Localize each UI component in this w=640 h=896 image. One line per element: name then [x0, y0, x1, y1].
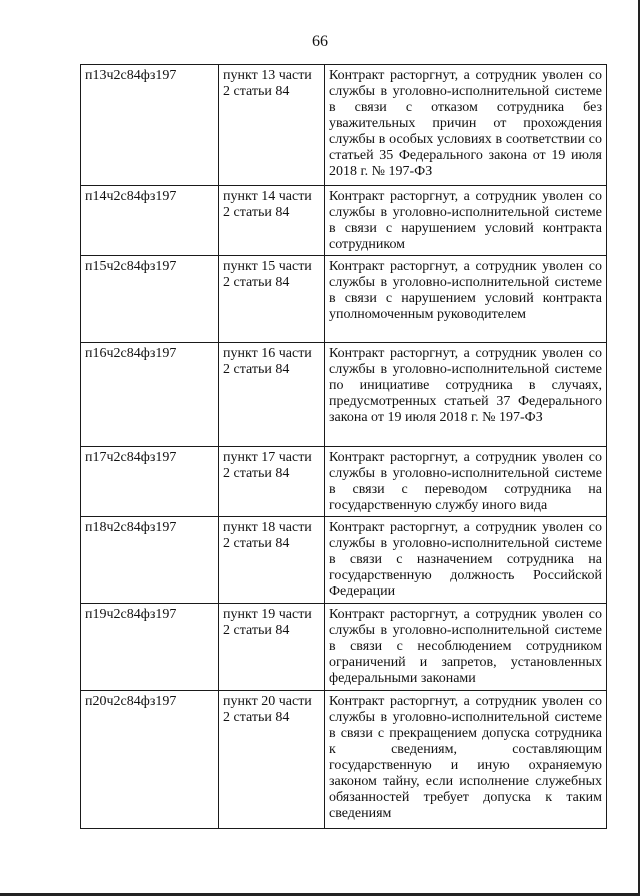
table-row: [81, 343, 607, 447]
point-cell: пункт 17 части 2 статьи 84: [219, 447, 325, 517]
point-cell: пункт 20 части 2 статьи 84: [219, 691, 325, 829]
description-cell: Контракт расторгнут, а сотрудник уволен со службы в уголовно-исполнительной системе в связи с назначением сотрудника на государственную должность Российской Федерации: [325, 517, 607, 604]
code-cell: п15ч2с84фз197: [81, 256, 219, 343]
description-cell: Контракт расторгнут, а сотрудник уволен со службы в уголовно-исполнительной системе в связи с нарушением условий контракта сотрудником: [325, 186, 607, 256]
page-number: 66: [312, 33, 328, 50]
table-body: [81, 65, 607, 829]
document-table: [80, 64, 607, 829]
description-cell: Контракт расторгнут, а сотрудник уволен со службы в уголовно-исполнительной системе в связи с переводом сотрудника на государственную службу иного вида: [325, 447, 607, 517]
code-cell: п19ч2с84фз197: [81, 604, 219, 691]
code-cell: п14ч2с84фз197: [81, 186, 219, 256]
table-row: [81, 604, 607, 691]
point-cell: пункт 15 части 2 статьи 84: [219, 256, 325, 343]
description-cell: Контракт расторгнут, а сотрудник уволен со службы в уголовно-исполнительной системе по инициативе сотрудника в случаях, предусмотренных статьей 37 Федерального закона от 19 июля 2018 г. № 197-ФЗ: [325, 343, 607, 447]
point-cell: пункт 19 части 2 статьи 84: [219, 604, 325, 691]
description-cell: Контракт расторгнут, а сотрудник уволен со службы в уголовно-исполнительной системе в связи с прекращением допуска сотрудника к сведениям, составляющим государственную и иную охраняемую законом тайну, если исполнение служебных обязанностей требует допуска к таким сведениям: [325, 691, 607, 829]
table-row: [81, 256, 607, 343]
point-cell: пункт 13 части 2 статьи 84: [219, 65, 325, 186]
table-row: [81, 691, 607, 829]
point-cell: пункт 14 части 2 статьи 84: [219, 186, 325, 256]
table-row: [81, 517, 607, 604]
point-cell: пункт 16 части 2 статьи 84: [219, 343, 325, 447]
point-cell: пункт 18 части 2 статьи 84: [219, 517, 325, 604]
code-cell: п16ч2с84фз197: [81, 343, 219, 447]
code-cell: п18ч2с84фз197: [81, 517, 219, 604]
table-row: [81, 186, 607, 256]
description-cell: Контракт расторгнут, а сотрудник уволен со службы в уголовно-исполнительной системе в связи с отказом сотрудника без уважительных причин от прохождения службы в особых условиях в соответствии со статьей 35 Федерального закона от 19 июля 2018 г. № 197-ФЗ: [325, 65, 607, 186]
description-cell: Контракт расторгнут, а сотрудник уволен со службы в уголовно-исполнительной системе в связи с нарушением условий контракта уполномоченным руководителем: [325, 256, 607, 343]
code-cell: п20ч2с84фз197: [81, 691, 219, 829]
code-cell: п13ч2с84фз197: [81, 65, 219, 186]
code-cell: п17ч2с84фз197: [81, 447, 219, 517]
table-row: [81, 447, 607, 517]
table-row: [81, 65, 607, 186]
description-cell: Контракт расторгнут, а сотрудник уволен со службы в уголовно-исполнительной системе в связи с несоблюдением сотрудником ограничений и запретов, установленных федеральными законами: [325, 604, 607, 691]
